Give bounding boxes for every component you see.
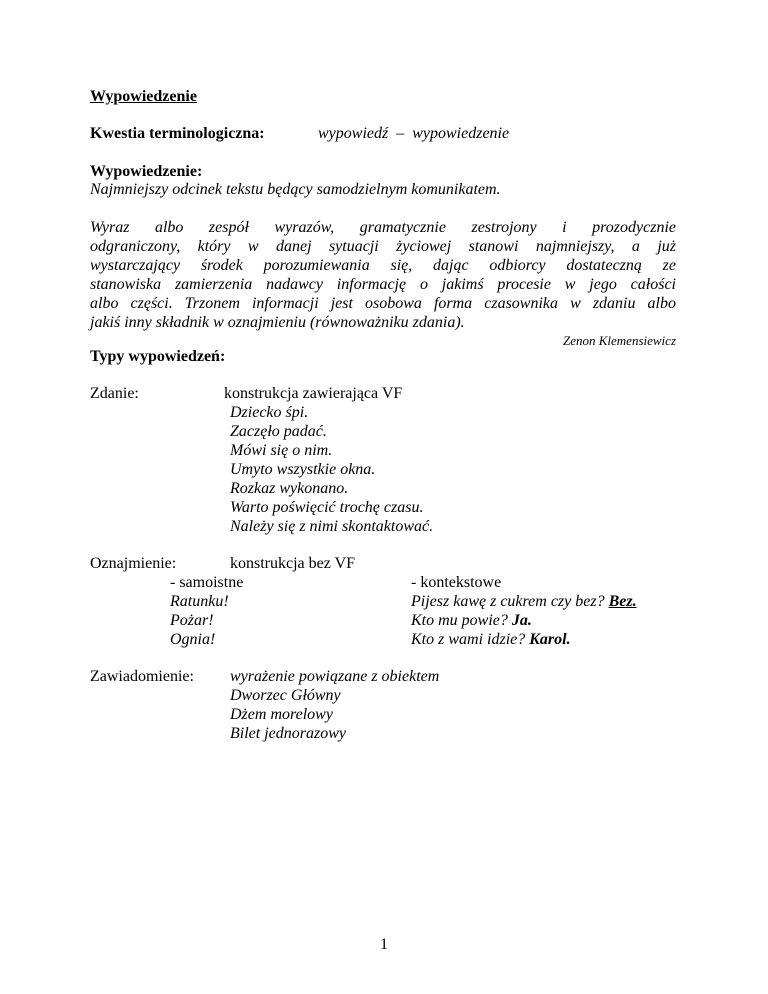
definition-quote <box>90 218 676 332</box>
definition-heading: Wypowiedzenie: <box>90 163 203 180</box>
page-number: 1 <box>380 936 388 953</box>
kontekstowe-question: Kto z wami idzie? <box>411 631 526 648</box>
quote-author: Zenon Klemensiewicz <box>562 333 676 348</box>
zdanie-example: Dziecko śpi. <box>230 404 309 421</box>
terminology-value: wypowiedź – wypowiedzenie <box>318 125 510 142</box>
zdanie-example: Rozkaz wykonano. <box>230 480 349 497</box>
zdanie-example: Należy się z nimi skontaktować. <box>230 518 434 535</box>
types-heading: Typy wypowiedzeń: <box>90 348 226 365</box>
samoistne-example: Pożar! <box>170 612 214 629</box>
zawiadomienie-example: Bilet jednorazowy <box>230 725 346 742</box>
kontekstowe-question: Pijesz kawę z cukrem czy bez? <box>411 593 605 610</box>
kontekstowe-answer: Karol. <box>529 631 571 648</box>
quote-line: albo części. Trzonem informacji jest osobowa forma czasownika w zdaniu albo <box>90 295 676 312</box>
zdanie-example: Mówi się o nim. <box>230 442 333 459</box>
kontekstowe-question: Kto mu powie? <box>411 612 508 629</box>
zdanie-label: Zdanie: <box>90 385 139 402</box>
kontekstowe-answer: Bez. <box>608 593 637 610</box>
oznajmienie-label: Oznajmienie: <box>90 555 177 572</box>
zawiadomienie-description: wyrażenie powiązane z obiektem <box>230 668 440 685</box>
quote-line: jakiś inny składnik w oznajmieniu (równoważniku zdania). <box>90 314 465 331</box>
terminology-label: Kwestia terminologiczna: <box>90 125 265 142</box>
definition-short: Najmniejszy odcinek tekstu będący samodzielnym komunikatem. <box>90 181 501 198</box>
page-title: Wypowiedzenie <box>90 88 197 105</box>
samoistne-example: Ognia! <box>170 631 216 648</box>
zdanie-example: Zaczęło padać. <box>230 423 327 440</box>
kontekstowe-example <box>411 611 532 630</box>
zdanie-example: Warto poświęcić trochę czasu. <box>230 499 424 516</box>
zawiadomienie-example: Dżem morelowy <box>230 706 333 723</box>
zawiadomienie-example: Dworzec Główny <box>230 687 341 704</box>
kontekstowe-answer: Ja. <box>511 612 532 629</box>
zdanie-example: Umyto wszystkie okna. <box>230 461 376 478</box>
zdanie-description: konstrukcja zawierająca VF <box>224 385 403 402</box>
samoistne-label: - samoistne <box>170 574 244 591</box>
samoistne-example: Ratunku! <box>170 593 229 610</box>
quote-line: Wyraz albo zespół wyrazów, gramatycznie zestrojony i prozodycznie <box>90 219 676 236</box>
kontekstowe-label: - kontekstowe <box>411 574 502 591</box>
kontekstowe-example <box>411 630 571 649</box>
quote-line: odgraniczony, który w danej sytuacji życiowej stanowi najmniejszy, a już <box>90 238 676 255</box>
kontekstowe-example <box>411 592 637 611</box>
zawiadomienie-label: Zawiadomienie: <box>90 668 194 685</box>
oznajmienie-description: konstrukcja bez VF <box>230 555 356 572</box>
quote-line: wystarczający środek porozumiewania się, dając odbiorcy dostateczną ze <box>90 257 676 274</box>
quote-line: stanowiska zamierzenia nadawcy informację o jakimś procesie w jego całości <box>90 276 676 293</box>
